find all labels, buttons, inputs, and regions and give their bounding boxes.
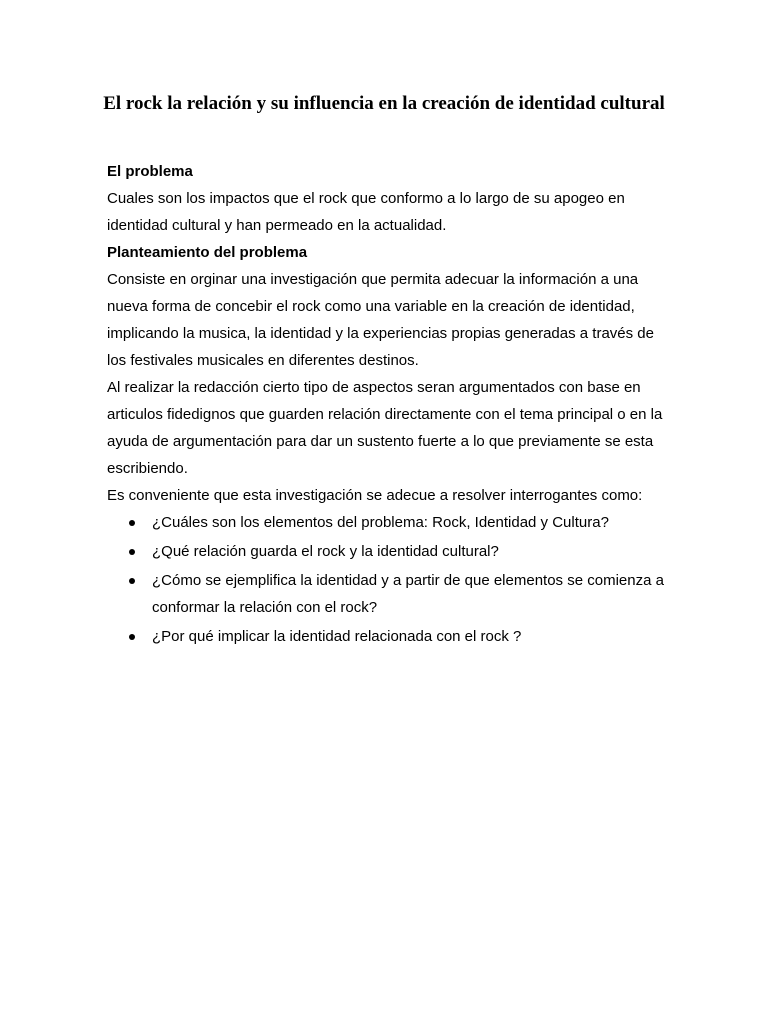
bullet-icon — [129, 578, 135, 584]
list-item — [107, 538, 667, 565]
document-title: El rock la relación y su influencia en la creación de identidad cultural — [103, 93, 665, 114]
planteamiento-paragraph-2: Al realizar la redacción cierto tipo de aspectos seran argumentados con base en articulos fidedignos que guarden relación directamente con el tema principal o en la ayuda de argumentación para dar un sustento fuerte a lo que previamente se esta escribiendo. — [107, 379, 663, 477]
planteamiento-paragraph-3: Es conveniente que esta investigación se adecue a resolver interrogantes como: — [107, 487, 643, 504]
questions-list — [107, 509, 667, 650]
list-item-text: ¿Cómo se ejemplifica la identidad y a partir de que elementos se comienza a conformar la relación con el rock? — [152, 572, 664, 616]
bullet-icon — [129, 520, 135, 526]
section-heading-problema: El problema — [107, 163, 193, 180]
document-body — [107, 158, 667, 652]
section-heading-planteamiento: Planteamiento del problema — [107, 244, 308, 261]
list-item — [107, 509, 667, 536]
problema-paragraph: Cuales son los impactos que el rock que conformo a lo largo de su apogeo en identidad cultural y han permeado en la actualidad. — [107, 190, 625, 234]
planteamiento-paragraph-1: Consiste en orginar una investigación que permita adecuar la información a una nueva forma de concebir el rock como una variable en la creación de identidad, implicando la musica, la identidad y la experiencias propias generadas a través de los festivales musicales en diferentes destinos. — [107, 271, 654, 369]
bullet-icon — [129, 549, 135, 555]
list-item-text: ¿Por qué implicar la identidad relacionada con el rock ? — [152, 628, 522, 645]
list-item-text: ¿Cuáles son los elementos del problema: Rock, Identidad y Cultura? — [152, 514, 609, 531]
bullet-icon — [129, 634, 135, 640]
list-item — [107, 567, 667, 621]
list-item — [107, 623, 667, 650]
list-item-text: ¿Qué relación guarda el rock y la identidad cultural? — [152, 543, 499, 560]
